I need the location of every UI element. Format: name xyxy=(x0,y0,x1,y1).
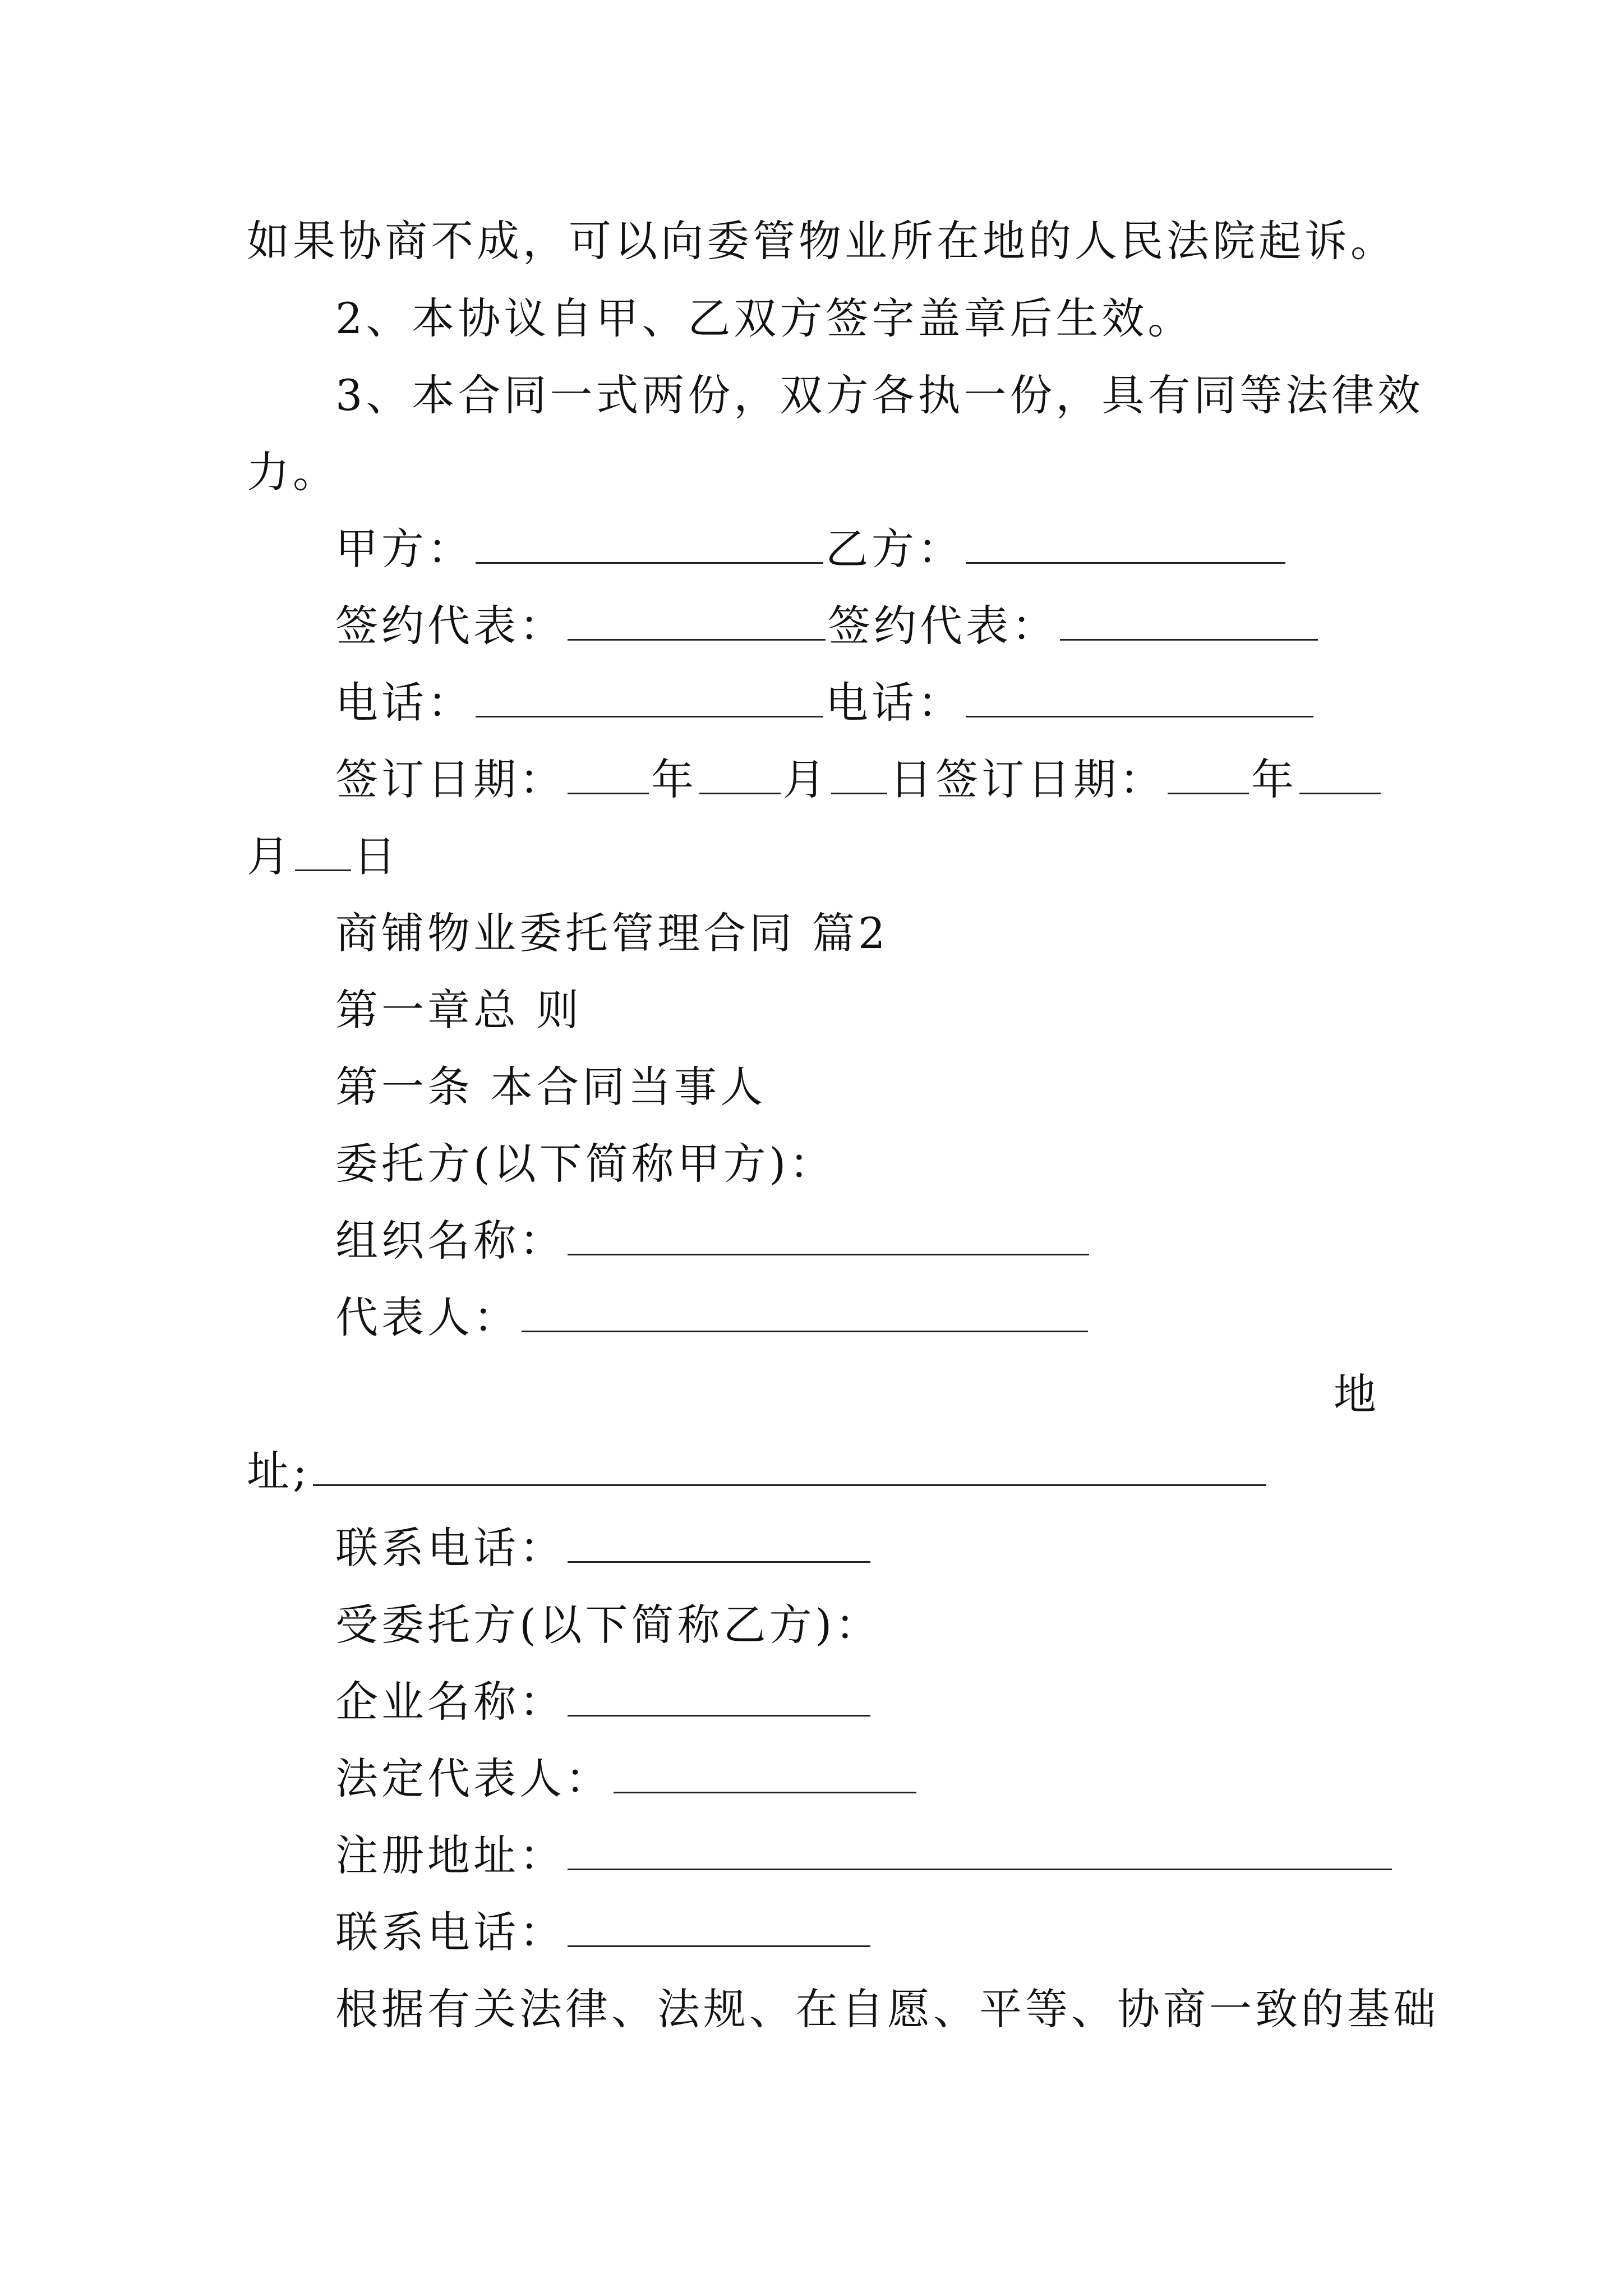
party-b-blank xyxy=(966,530,1285,564)
contact-tel-label: 联系电话： xyxy=(335,1523,565,1573)
party-line xyxy=(335,524,1288,574)
representative-field-line xyxy=(335,1292,1090,1342)
legal-rep-blank xyxy=(614,1759,916,1793)
article-heading: 第一条 本合同当事人 xyxy=(335,1062,767,1112)
date-line-continued xyxy=(247,831,399,881)
rep-a-blank xyxy=(568,606,826,641)
tel-a-label: 电话： xyxy=(335,678,473,728)
tel-b-blank xyxy=(966,683,1313,717)
representative-line xyxy=(335,601,1320,651)
rep-b-label: 签约代表： xyxy=(828,601,1058,651)
contact-tel-line xyxy=(335,1523,873,1573)
paragraph-line: 3、本合同一式两份，双方各执一份，具有同等法律效 xyxy=(335,370,1424,420)
reg-address-line xyxy=(335,1830,1394,1880)
day-sign-label: 日签订日期： xyxy=(889,754,1165,804)
party-a-blank xyxy=(476,530,823,564)
rep-a-label: 签约代表： xyxy=(335,601,565,651)
paragraph-line: 2、本协议自甲、乙双方签字盖章后生效。 xyxy=(335,293,1194,343)
company-name-blank xyxy=(568,1682,870,1717)
address-line xyxy=(247,1446,1269,1496)
month-label: 月 xyxy=(247,831,293,881)
contact-tel-blank xyxy=(568,1529,870,1563)
client-heading: 委托方(以下简称甲方)： xyxy=(335,1139,836,1189)
contact-tel-blank xyxy=(568,1913,870,1947)
tel-a-blank xyxy=(476,683,823,717)
org-name-blank xyxy=(568,1221,1089,1255)
year-blank xyxy=(568,760,649,794)
contact-tel-label: 联系电话： xyxy=(335,1907,565,1957)
year-label: 年 xyxy=(1251,754,1297,804)
party-b-label: 乙方： xyxy=(826,524,963,574)
party-a-label: 甲方： xyxy=(335,524,473,574)
month-blank xyxy=(699,760,781,794)
date-a-label: 签订日期： xyxy=(335,754,565,804)
day-blank xyxy=(831,760,887,794)
address-label-part2: 址; xyxy=(247,1446,311,1496)
date-line xyxy=(335,754,1383,804)
legal-rep-label: 法定代表人： xyxy=(335,1754,611,1803)
phone-line xyxy=(335,678,1316,728)
day-blank xyxy=(295,837,351,871)
paragraph-line: 力。 xyxy=(247,447,339,497)
paragraph-line: 如果协商不成，可以向委管物业所在地的人民法院起诉。 xyxy=(247,216,1396,266)
trustee-heading: 受委托方(以下简称乙方)： xyxy=(335,1600,882,1650)
legal-rep-line xyxy=(335,1754,919,1803)
contact-tel-line xyxy=(335,1907,873,1957)
month-label: 月 xyxy=(783,754,829,804)
month-blank xyxy=(1299,760,1381,794)
year-label: 年 xyxy=(651,754,697,804)
chapter-heading: 第一章总 则 xyxy=(335,985,583,1035)
address-blank xyxy=(313,1452,1266,1486)
company-name-label: 企业名称： xyxy=(335,1677,565,1727)
section-title: 商铺物业委托管理合同 篇2 xyxy=(335,908,889,958)
reg-address-blank xyxy=(568,1836,1392,1870)
tel-b-label: 电话： xyxy=(826,678,963,728)
representative-blank xyxy=(522,1298,1088,1332)
day-label: 日 xyxy=(353,831,399,881)
paragraph-line: 根据有关法律、法规、在自愿、平等、协商一致的基础 xyxy=(335,1984,1439,2034)
company-name-line xyxy=(335,1677,873,1727)
representative-label: 代表人： xyxy=(335,1292,519,1342)
rep-b-blank xyxy=(1060,606,1318,641)
year-blank xyxy=(1168,760,1249,794)
org-name-line xyxy=(335,1216,1091,1266)
address-label-part1: 地 xyxy=(1334,1369,1380,1419)
reg-address-label: 注册地址： xyxy=(335,1830,565,1880)
org-name-label: 组织名称： xyxy=(335,1216,565,1266)
